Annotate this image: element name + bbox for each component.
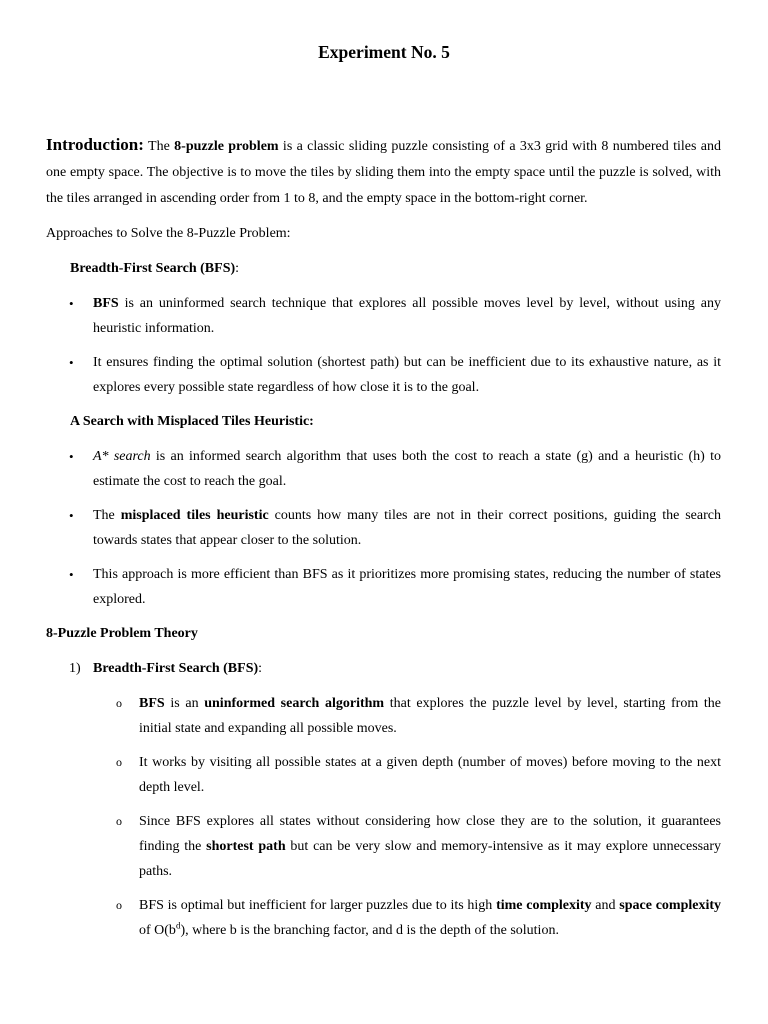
- bfs-bullet-list: [46, 291, 721, 400]
- list-item: [46, 291, 721, 341]
- bold-term: space complexity: [619, 898, 722, 913]
- bold-term: time complexity: [496, 898, 592, 913]
- bfs-subheading: [46, 256, 721, 282]
- item-text: and: [591, 898, 620, 913]
- bullet-text: counts how many tiles are not in their correct positions, guiding the search towards states that appear closer to the solution.: [93, 508, 721, 548]
- bold-term: shortest path: [206, 839, 286, 854]
- theory-heading: 8-Puzzle Problem Theory: [46, 626, 198, 641]
- approaches-heading: Approaches to Solve the 8-Puzzle Problem:: [46, 226, 291, 241]
- item-text: BFS is optimal but inefficient for larger puzzles due to its high: [139, 898, 497, 913]
- list-item: [46, 809, 721, 884]
- bullet-italic-term: A* search: [93, 449, 151, 464]
- bold-term: uninformed search algorithm: [204, 696, 385, 711]
- intro-bold-term: 8-puzzle problem: [174, 139, 279, 154]
- document-title: Experiment No. 5: [318, 42, 450, 62]
- bullet-bold-term: misplaced tiles heuristic: [120, 508, 269, 523]
- circle-marker: o: [116, 814, 122, 828]
- item-text: Since BFS explores all states without considering how close they are to the solution, it guarantees finding the: [139, 814, 721, 854]
- astar-subheading: A Search with Misplaced Tiles Heuristic:: [70, 414, 314, 429]
- bullet-marker: •: [69, 449, 74, 464]
- bullet-text: is an uninformed search technique that explores all possible moves level by level, without using any heuristic information.: [93, 296, 721, 336]
- bullet-marker: •: [69, 296, 74, 311]
- item-text: that explores the puzzle level by level, starting from the initial state and expanding all possible moves.: [139, 696, 721, 736]
- theory-item-1: [46, 656, 721, 682]
- astar-bullet-list: [46, 444, 721, 612]
- circle-marker: o: [116, 898, 122, 912]
- list-item: [46, 444, 721, 494]
- list-item: [46, 750, 721, 800]
- list-item: [46, 562, 721, 612]
- bullet-text: is an informed search algorithm that uses both the cost to reach a state (g) and a heuristic (h) to estimate the cost to reach the goal.: [93, 449, 721, 489]
- list-item: [46, 893, 721, 943]
- superscript: d: [175, 920, 181, 931]
- item-text: but can be very slow and memory-intensive as it may explore unnecessary paths.: [139, 839, 722, 879]
- bfs-subheading-text: Breadth-First Search (BFS): [70, 261, 236, 276]
- item-number: 1): [69, 661, 81, 676]
- bullet-bold-term: BFS: [93, 296, 119, 311]
- bullet-marker: •: [69, 508, 74, 523]
- bold-term: BFS: [139, 696, 165, 711]
- bullet-marker: •: [69, 567, 74, 582]
- circle-marker: o: [116, 755, 122, 769]
- item-text: is an: [164, 696, 205, 711]
- list-item: [46, 691, 721, 741]
- theory-sub-list: [46, 691, 721, 943]
- introduction-colon: :: [138, 135, 144, 154]
- bfs-subheading-colon: :: [235, 261, 240, 276]
- introduction-paragraph: [46, 132, 721, 212]
- item-text: It works by visiting all possible states at a given depth (number of moves) before moving to the next depth level.: [139, 755, 721, 795]
- introduction-label: [46, 135, 144, 154]
- item-colon: :: [258, 661, 263, 676]
- bullet-text: It ensures finding the optimal solution (shortest path) but can be inefficient due to its exhaustive nature, as it explores every possible state regardless of how close it is to the goal.: [93, 355, 721, 395]
- item-label: Breadth-First Search (BFS): [93, 661, 259, 676]
- bullet-text: This approach is more efficient than BFS as it prioritizes more promising states, reducing the number of states explored.: [93, 567, 721, 607]
- list-item: [46, 503, 721, 553]
- item-text: of O(b: [139, 923, 176, 938]
- bullet-marker: •: [69, 355, 74, 370]
- item-text: ), where b is the branching factor, and d is the depth of the solution.: [180, 923, 559, 938]
- intro-text-1: The: [143, 139, 175, 154]
- document-body: [46, 132, 721, 943]
- introduction-label-text: Introduction: [46, 135, 139, 154]
- circle-marker: o: [116, 696, 122, 710]
- list-item: [46, 350, 721, 400]
- bullet-text-pre: The: [93, 508, 121, 523]
- intro-text-2: is a classic sliding puzzle consisting of a 3x3 grid with 8 numbered tiles and one empty space. The objective is to move the tiles by sliding them into the empty space until the puzzle is solved, with the tiles arranged in ascending order from 1 to 8, and the empty space in the bottom-right corner.: [46, 139, 721, 206]
